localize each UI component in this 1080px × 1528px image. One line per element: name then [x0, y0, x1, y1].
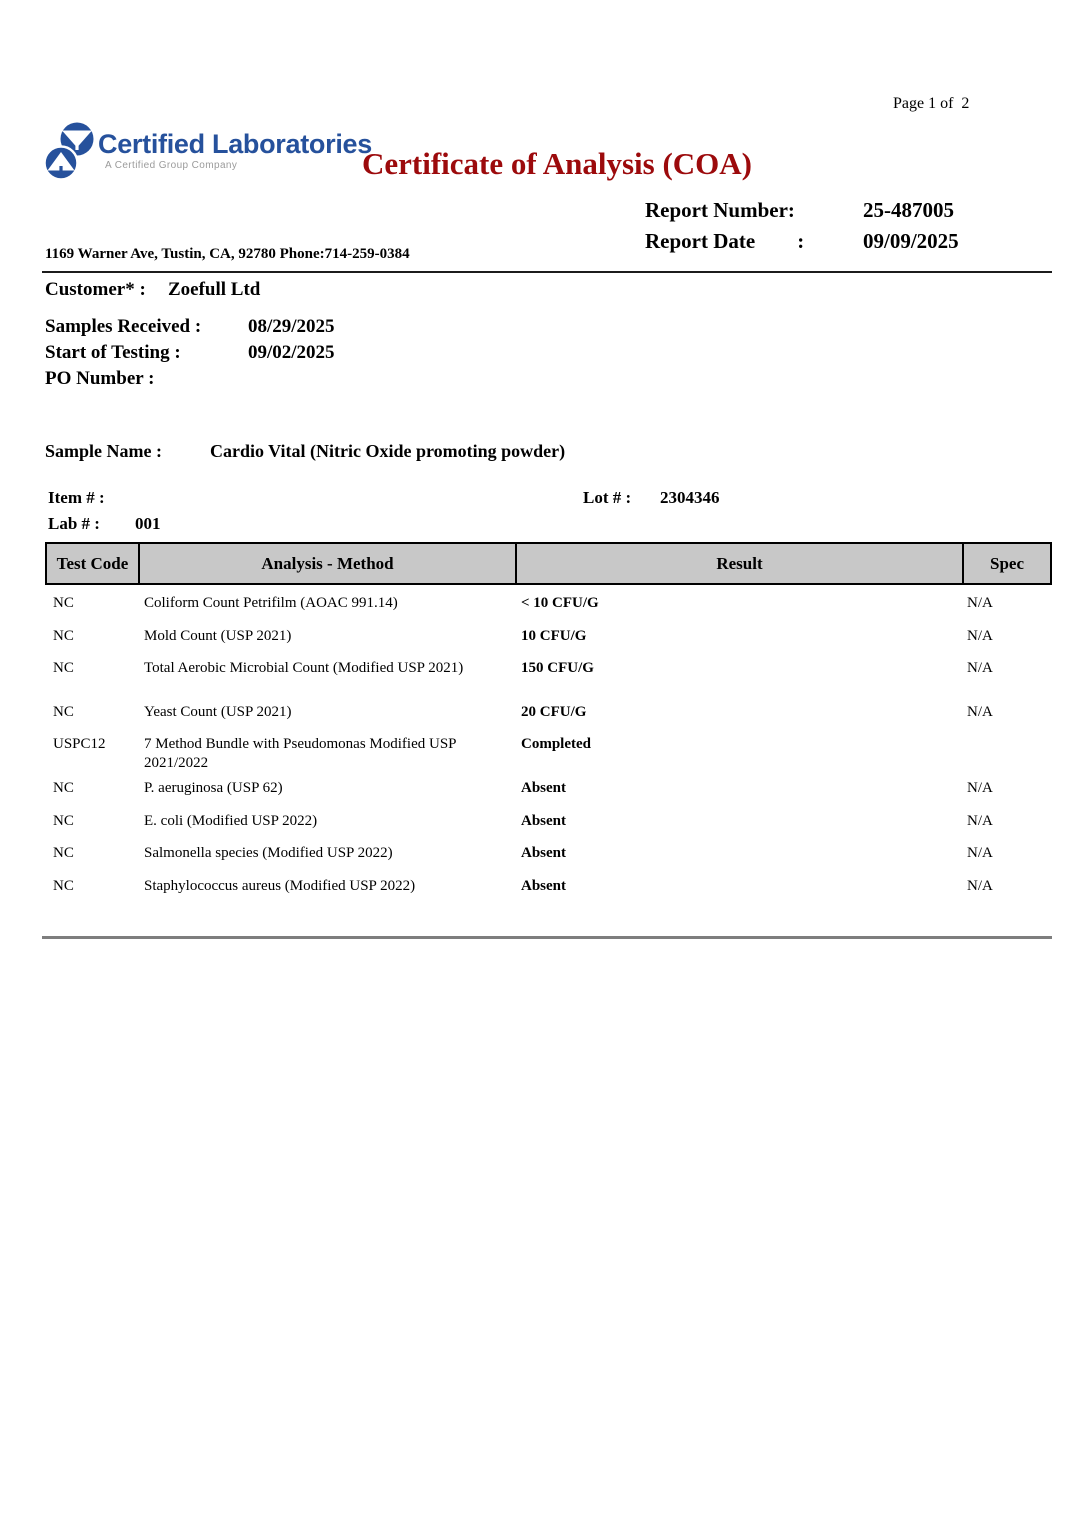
report-meta	[645, 195, 959, 257]
logo-text-block	[98, 122, 372, 171]
po-number-row	[45, 366, 335, 392]
table-row	[45, 877, 1052, 910]
lab-number-row	[48, 514, 161, 534]
item-lot-row	[48, 488, 1048, 508]
cell-method: E. coli (Modified USP 2022)	[144, 812, 318, 829]
lot-number-label: Lot # :	[583, 488, 632, 507]
table-row	[45, 779, 1052, 812]
cell-spec: N/A	[967, 877, 993, 894]
cell-method: Coliform Count Petrifilm (AOAC 991.14)	[144, 595, 398, 611]
lab-address: 1169 Warner Ave, Tustin, CA, 92780 Phone:714-259-0384	[45, 246, 410, 262]
results-table-body	[45, 594, 1052, 909]
samples-received-row	[45, 314, 335, 340]
table-row	[45, 659, 1052, 692]
header-analysis-method: Analysis - Method	[140, 544, 517, 583]
logo-company-name: Certified Laboratories	[98, 129, 372, 159]
cell-test-code: NC	[53, 703, 74, 720]
report-number-row	[645, 195, 959, 226]
page-number: Page 1 of 2	[893, 95, 970, 112]
customer-value: Zoefull Ltd	[168, 279, 261, 300]
table-row	[45, 594, 1052, 627]
cell-result: 20 CFU/G	[521, 703, 587, 720]
footer-divider-line	[42, 936, 1052, 939]
report-date-row	[645, 226, 959, 257]
cell-result: < 10 CFU/G	[521, 595, 599, 611]
document-title: Certificate of Analysis (COA)	[362, 146, 752, 181]
cell-result: Absent	[521, 812, 567, 829]
cell-result: 10 CFU/G	[521, 627, 587, 644]
cell-spec: N/A	[967, 845, 993, 861]
certified-laboratories-logo-icon	[44, 122, 94, 180]
cell-spec: N/A	[967, 780, 993, 796]
samples-received-label: Samples Received :	[45, 316, 202, 337]
cell-test-code: NC	[53, 845, 74, 861]
header-result: Result	[517, 544, 964, 583]
cell-method: Mold Count (USP 2021)	[144, 627, 292, 644]
cell-result: Completed	[521, 736, 591, 752]
logo-tagline: A Certified Group Company	[105, 160, 238, 171]
cell-method: Yeast Count (USP 2021)	[144, 703, 292, 720]
intake-info	[45, 314, 335, 392]
certified-laboratories-logo	[44, 122, 372, 180]
cell-test-code: NC	[53, 812, 74, 829]
sample-name-row	[45, 441, 565, 462]
cell-method: 7 Method Bundle with Pseudomonas Modified USP 2021/2022	[144, 736, 456, 771]
cell-test-code: NC	[53, 660, 74, 676]
item-number-label: Item # :	[48, 488, 105, 507]
sample-name-label: Sample Name :	[45, 441, 162, 461]
start-of-testing-label: Start of Testing :	[45, 342, 181, 363]
lab-number-label: Lab # :	[48, 514, 100, 533]
cell-spec: N/A	[967, 703, 993, 720]
cell-spec: N/A	[967, 812, 993, 829]
report-number-label: Report Number:	[645, 198, 795, 222]
cell-test-code: NC	[53, 595, 74, 611]
cell-test-code: USPC12	[53, 736, 106, 752]
header-divider-line	[42, 271, 1052, 273]
cell-result: Absent	[521, 877, 567, 894]
report-date-label: Report Date :	[645, 229, 805, 253]
cell-spec: N/A	[967, 627, 993, 644]
table-row	[45, 735, 1052, 779]
sample-name-value: Cardio Vital (Nitric Oxide promoting powder)	[210, 441, 566, 461]
start-of-testing-value: 09/02/2025	[248, 342, 335, 363]
table-row	[45, 844, 1052, 877]
customer-label: Customer* :	[45, 279, 146, 300]
customer-row	[45, 279, 260, 301]
start-of-testing-row	[45, 340, 335, 366]
cell-spec: N/A	[967, 595, 993, 611]
cell-spec: N/A	[967, 660, 993, 676]
header-test-code: Test Code	[47, 544, 140, 583]
results-table	[45, 542, 1052, 909]
table-row	[45, 627, 1052, 660]
cell-method: P. aeruginosa (USP 62)	[144, 780, 283, 796]
cell-test-code: NC	[53, 627, 74, 644]
header-spec: Spec	[990, 553, 1024, 573]
cell-method: Staphylococcus aureus (Modified USP 2022)	[144, 877, 416, 894]
results-table-header	[45, 542, 1052, 585]
cell-method: Salmonella species (Modified USP 2022)	[144, 845, 393, 861]
lot-number-value: 2304346	[660, 488, 720, 507]
report-number-value: 25-487005	[863, 198, 954, 222]
cell-test-code: NC	[53, 780, 74, 796]
lab-number-value: 001	[135, 514, 161, 533]
cell-test-code: NC	[53, 877, 74, 894]
cell-method: Total Aerobic Microbial Count (Modified USP 2021)	[144, 660, 464, 676]
table-row	[45, 812, 1052, 845]
cell-result: Absent	[521, 845, 567, 861]
samples-received-value: 08/29/2025	[248, 316, 335, 337]
report-date-value: 09/09/2025	[863, 229, 959, 253]
po-number-label: PO Number :	[45, 368, 155, 389]
table-row	[45, 703, 1052, 736]
cell-result: Absent	[521, 780, 567, 796]
cell-result: 150 CFU/G	[521, 660, 594, 676]
